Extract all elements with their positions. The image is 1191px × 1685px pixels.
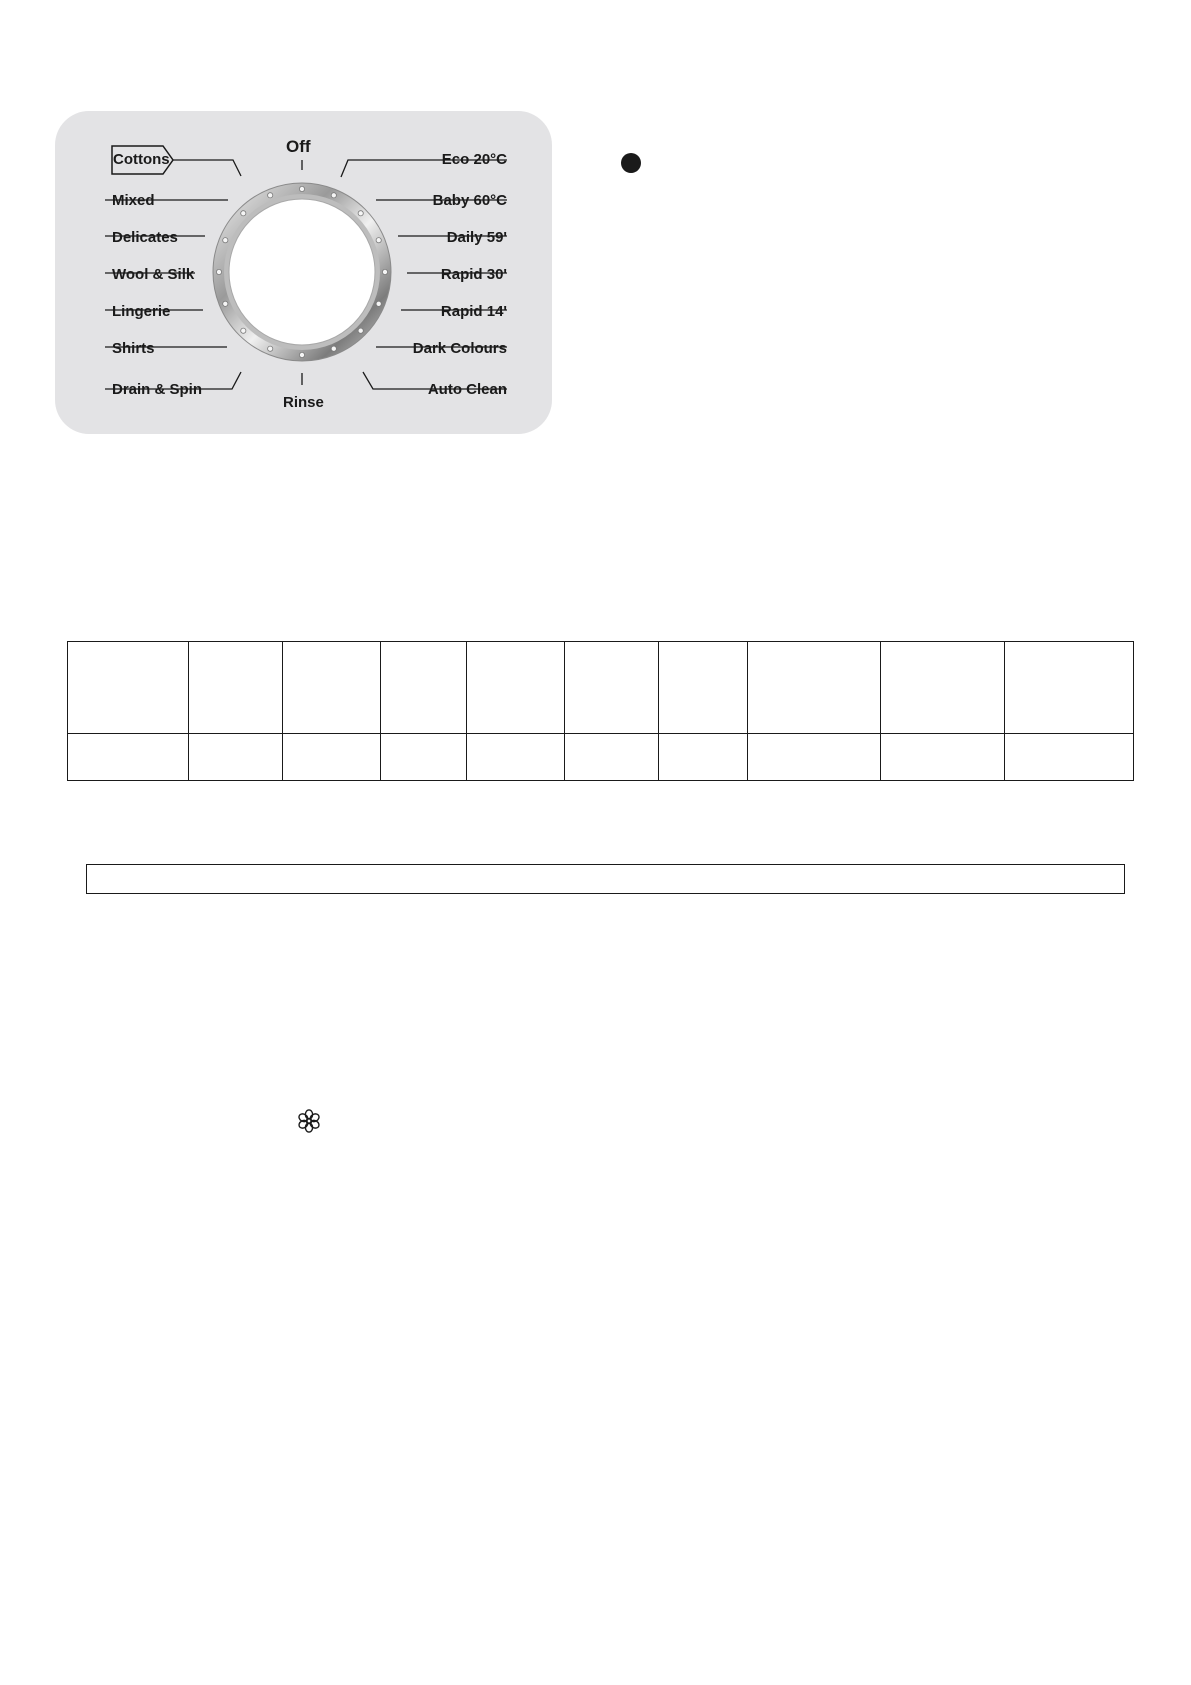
- dial-position-dot: [268, 193, 273, 198]
- table-cell: [748, 642, 881, 734]
- dial-knob: [229, 199, 375, 345]
- dial-position-dot: [331, 346, 336, 351]
- dial-position-dot: [358, 328, 363, 333]
- note-box: [86, 864, 1125, 894]
- table-cell: [283, 734, 381, 781]
- program-drain-spin[interactable]: Drain & Spin: [112, 381, 203, 398]
- program-rapid-30[interactable]: Rapid 30': [440, 266, 507, 283]
- table-cell: [1005, 642, 1134, 734]
- program-rinse[interactable]: Rinse: [283, 394, 324, 411]
- program-selector-panel: [55, 111, 552, 434]
- table-cell: [189, 642, 283, 734]
- table-cell: [467, 642, 565, 734]
- filled-circle-icon: [621, 153, 641, 173]
- table-cell: [659, 642, 748, 734]
- flower-icon: [296, 1108, 322, 1134]
- dial-position-dot: [241, 211, 246, 216]
- table-cell: [283, 642, 381, 734]
- program-wool-silk[interactable]: Wool & Silk: [112, 266, 195, 283]
- dial-position-dot: [299, 352, 304, 357]
- program-eco-20[interactable]: Eco 20°C: [441, 151, 507, 168]
- table-cell: [659, 734, 748, 781]
- dial-position-dot: [376, 301, 381, 306]
- table-cell: [189, 734, 283, 781]
- program-delicates[interactable]: Delicates: [112, 229, 178, 246]
- table-cell: [68, 734, 189, 781]
- program-lingerie[interactable]: Lingerie: [112, 303, 171, 320]
- dial-position-dot: [241, 328, 246, 333]
- cottons-leader-line: [173, 160, 241, 176]
- table-cell: [467, 734, 565, 781]
- dial-position-dot: [376, 238, 381, 243]
- table-cell: [565, 734, 659, 781]
- table-cell: [381, 642, 467, 734]
- program-daily-59[interactable]: Daily 59': [446, 229, 507, 246]
- dial-position-dot: [223, 238, 228, 243]
- program-off[interactable]: Off: [286, 137, 311, 156]
- dial-position-dot: [268, 346, 273, 351]
- program-rapid-14[interactable]: Rapid 14': [440, 303, 507, 320]
- dial-position-dot: [216, 269, 221, 274]
- program-dark-colours[interactable]: Dark Colours: [412, 340, 507, 357]
- table-cell: [565, 642, 659, 734]
- dial-position-dot: [223, 301, 228, 306]
- table-cell: [68, 642, 189, 734]
- table-cell: [381, 734, 467, 781]
- table-cell: [1005, 734, 1134, 781]
- dial-position-dot: [299, 186, 304, 191]
- program-cottons[interactable]: Cottons: [113, 151, 170, 168]
- dial-position-dot: [382, 269, 387, 274]
- table-cell: [748, 734, 881, 781]
- program-auto-clean[interactable]: Auto Clean: [427, 381, 507, 398]
- dial-position-dot: [358, 211, 363, 216]
- program-mixed[interactable]: Mixed: [112, 192, 155, 209]
- program-shirts[interactable]: Shirts: [112, 340, 155, 357]
- table-cell: [881, 642, 1005, 734]
- specification-table: [67, 641, 1134, 781]
- program-baby-60[interactable]: Baby 60°C: [432, 192, 507, 209]
- table-cell: [881, 734, 1005, 781]
- dial-position-dot: [331, 193, 336, 198]
